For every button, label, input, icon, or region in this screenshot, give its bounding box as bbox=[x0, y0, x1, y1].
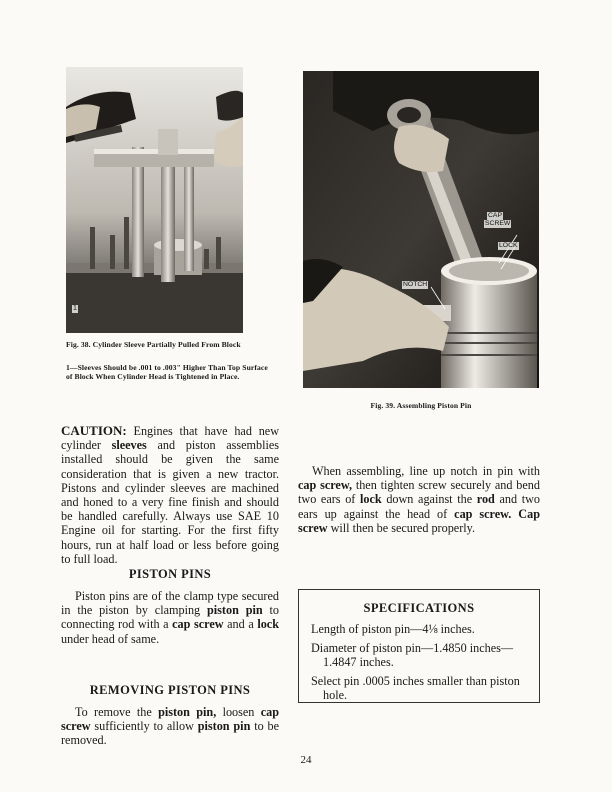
piston-pins-heading: PISTON PINS bbox=[128, 567, 212, 581]
spec-item: Length of piston pin—4⅛ inches. bbox=[311, 622, 475, 636]
figure-38-caption: Fig. 38. Cylinder Sleeve Partially Pulled From Block bbox=[66, 340, 241, 349]
label-screw: SCREW bbox=[485, 220, 511, 227]
piston-pins-paragraph: Piston pins are of the clamp type secured in the piston by clamping piston pin to connecting rod with a cap screw and a lock under head of same. bbox=[61, 589, 279, 646]
removing-pins-paragraph: To remove the piston pin, loosen cap screw sufficiently to allow piston pin to be removed. bbox=[61, 705, 280, 748]
figure-38-photo bbox=[66, 67, 243, 333]
page-number: 24 bbox=[300, 754, 312, 766]
spec-item: Select pin .0005 inches smaller than piston hole. bbox=[311, 674, 520, 702]
label-notch: NOTCH bbox=[403, 281, 428, 288]
specifications-box bbox=[298, 589, 540, 703]
figure-39-photo bbox=[303, 71, 539, 388]
specifications-heading: SPECIFICATIONS bbox=[363, 601, 475, 615]
caution-paragraph: CAUTION: Engines that have had new cylinder sleeves and piston assemblies installed should be given the same consideration that is given a new tractor. Pistons and cylinder sleeves are machined and honed to a very fine finish and should be handled carefully. Always use SAE 10 Engine oil for starting. For the first fifty hours, run at half load or less before going to full load. bbox=[61, 423, 280, 566]
fig38-callout: 1 bbox=[73, 305, 77, 312]
label-lock: LOCK bbox=[499, 242, 518, 249]
spec-item: Diameter of piston pin—1.4850 inches—1.4847 inches. bbox=[311, 641, 514, 669]
figure-38-note: 1—Sleeves Should be .001 to .003" Higher Than Top Surface of Block When Cylinder Head is Tightened in Place. bbox=[66, 363, 268, 381]
label-cap: CAP bbox=[488, 212, 502, 219]
figure-39-caption: Fig. 39. Assembling Piston Pin bbox=[370, 401, 472, 410]
removing-pins-heading: REMOVING PISTON PINS bbox=[89, 683, 251, 697]
assembling-paragraph: When assembling, line up notch in pin with cap screw, then tighten screw securely and bend two ears of lock down against the rod and two ears up against the head of cap screw. Cap screw will then be secured properly. bbox=[298, 464, 540, 535]
caution-lead: CAUTION: bbox=[61, 423, 127, 438]
